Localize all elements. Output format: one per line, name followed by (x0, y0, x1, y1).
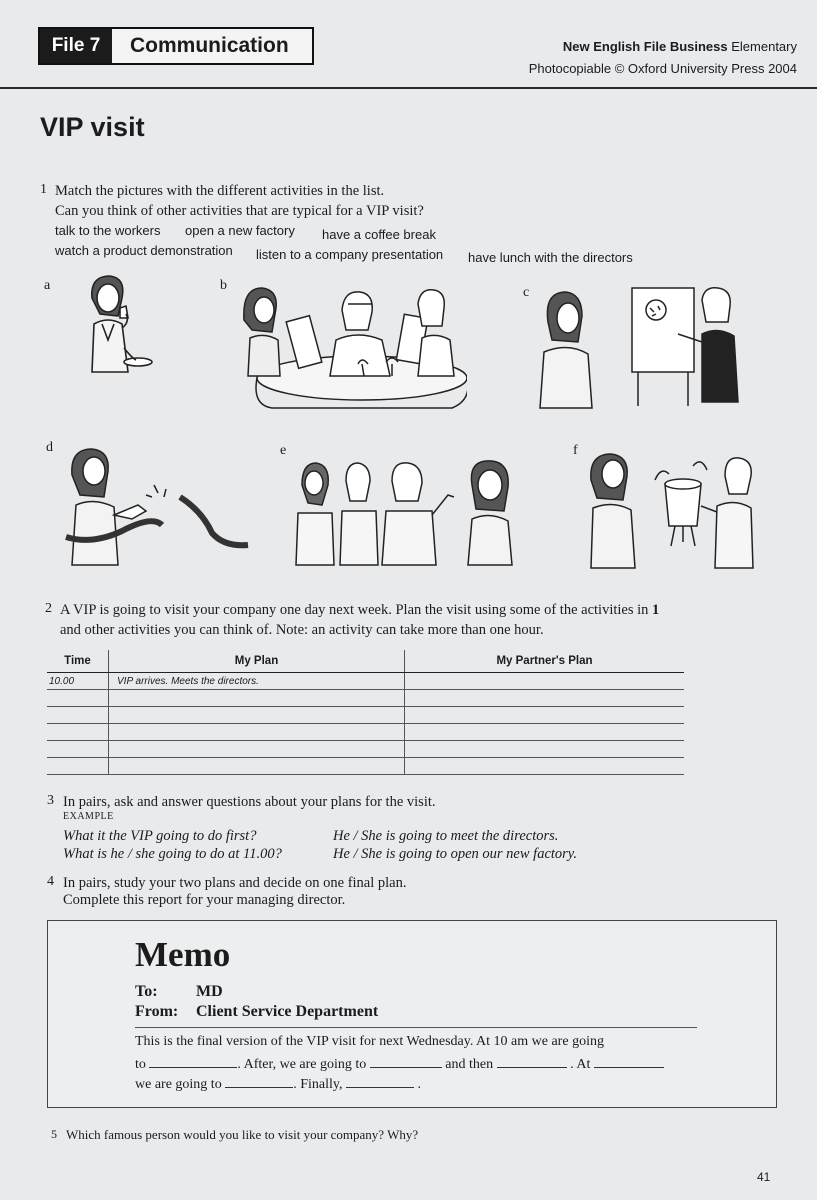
cell-time[interactable] (47, 707, 109, 724)
activity-item: have a coffee break (322, 227, 436, 242)
cell-my-plan[interactable] (109, 741, 405, 758)
picture-e-workers (292, 455, 527, 567)
picture-f-demonstration (585, 450, 760, 572)
cell-my-plan[interactable] (109, 758, 405, 775)
table-row (47, 673, 684, 690)
q1-number: 1 (40, 182, 47, 197)
example-question-1: What it the VIP going to do first? (63, 828, 257, 844)
table-row (47, 758, 684, 775)
page-number: 41 (757, 1170, 771, 1184)
cell-partner-plan[interactable] (405, 690, 685, 707)
memo-body-line3: we are going to . Finally, . (135, 1077, 421, 1092)
activity-item: watch a product demonstration (55, 243, 233, 258)
example-question-2: What is he / she going to do at 11.00? (63, 846, 282, 862)
picture-a-coffee-break (72, 268, 172, 378)
cell-time[interactable] (47, 690, 109, 707)
memo-blank[interactable] (370, 1055, 442, 1068)
table-row (47, 741, 684, 758)
q3-number: 3 (47, 793, 54, 808)
col-header-partner-plan: My Partner's Plan (405, 650, 685, 673)
page-title: VIP visit (40, 112, 145, 142)
book-level: Elementary (727, 39, 797, 54)
memo-body-line1: This is the final version of the VIP visit for next Wednesday. At 10 am we are going (135, 1034, 604, 1049)
memo-blank[interactable] (346, 1075, 414, 1088)
cell-time[interactable]: 10.00 (47, 673, 109, 690)
cell-partner-plan[interactable] (405, 741, 685, 758)
memo-blank[interactable] (149, 1055, 237, 1068)
activity-item: listen to a company presentation (256, 247, 444, 262)
memo-to-value: MD (196, 983, 223, 1000)
q4-number: 4 (47, 874, 54, 889)
cell-my-plan[interactable] (109, 690, 405, 707)
q1-line2: Can you think of other activities that are typical for a VIP visit? (55, 203, 424, 219)
example-answer-2: He / She is going to open our new factory. (333, 846, 578, 862)
copyright: Photocopiable © Oxford University Press 2004 (528, 61, 797, 76)
header-rule (0, 87, 817, 89)
example-label: EXAMPLE (63, 811, 114, 822)
memo-blank[interactable] (497, 1055, 567, 1068)
example-answer-1: He / She is going to meet the directors. (333, 828, 559, 844)
memo-blank[interactable] (225, 1075, 293, 1088)
picture-label-d: d (46, 440, 53, 455)
cell-time[interactable] (47, 741, 109, 758)
file-label: File 7 (40, 29, 112, 63)
memo-box (47, 920, 777, 1108)
q4-line2: Complete this report for your managing director. (63, 892, 346, 908)
memo-title: Memo (135, 935, 231, 974)
picture-c-presentation (538, 282, 748, 412)
q3-text: In pairs, ask and answer questions about your plans for the visit. (63, 794, 436, 810)
picture-label-f: f (573, 443, 578, 458)
cell-my-plan[interactable] (109, 707, 405, 724)
q2-number: 2 (45, 601, 52, 616)
book-info (529, 36, 797, 80)
q2-line1: A VIP is going to visit your company one day next week. Plan the visit using some of the activities in 1 (60, 602, 660, 618)
cell-my-plan[interactable]: VIP arrives. Meets the directors. (109, 673, 405, 690)
memo-from-label: From: (135, 1003, 179, 1020)
file-tag (38, 27, 314, 65)
q5-number: 5 (51, 1127, 57, 1141)
picture-label-c: c (523, 285, 530, 300)
activity-item: open a new factory (185, 223, 295, 238)
q5-text: Which famous person would you like to visit your company? Why? (66, 1127, 419, 1142)
section-title: Communication (130, 34, 289, 57)
cell-partner-plan[interactable] (405, 707, 685, 724)
cell-my-plan[interactable] (109, 724, 405, 741)
cell-time[interactable] (47, 724, 109, 741)
activity-item: talk to the workers (55, 223, 161, 238)
table-row (47, 707, 684, 724)
book-title: New English File Business (562, 39, 728, 54)
cell-time[interactable] (47, 758, 109, 775)
q1-line1: Match the pictures with the different activities in the list. (55, 183, 385, 199)
table-header-row (47, 650, 684, 673)
memo-body-line2: to . After, we are going to and then . At (135, 1055, 664, 1073)
cell-partner-plan[interactable] (405, 724, 685, 741)
picture-d-opening (62, 445, 252, 570)
cell-partner-plan[interactable] (405, 673, 685, 690)
memo-to-label: To: (135, 983, 158, 1000)
table-row (47, 690, 684, 707)
picture-label-e: e (280, 443, 287, 458)
table-row (47, 724, 684, 741)
memo-blank[interactable] (594, 1055, 664, 1068)
activity-item: have lunch with the directors (468, 250, 633, 265)
memo-from-value: Client Service Department (196, 1003, 379, 1020)
cell-partner-plan[interactable] (405, 758, 685, 775)
q2-line2: and other activities you can think of. Note: an activity can take more than one hour. (60, 622, 544, 638)
col-header-time: Time (47, 650, 109, 673)
picture-b-lunch (232, 280, 467, 410)
q4-line1: In pairs, study your two plans and decide on one final plan. (63, 875, 407, 891)
memo-divider (135, 1027, 697, 1028)
plan-table (47, 650, 684, 775)
picture-label-a: a (44, 278, 51, 293)
picture-label-b: b (220, 278, 227, 293)
col-header-my-plan: My Plan (109, 650, 405, 673)
